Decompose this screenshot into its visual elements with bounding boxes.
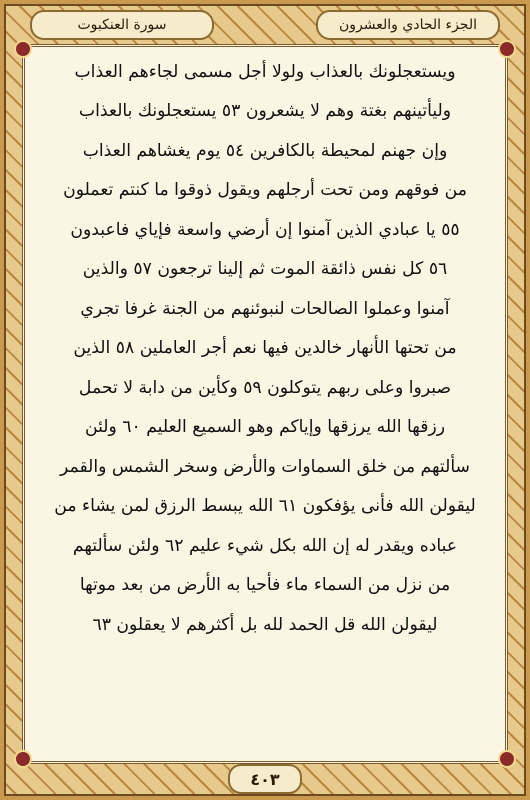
text-line — [28, 210, 502, 250]
text-line-content: ٥٥ يا عبادي الذين آمنوا إن أرضي واسعة فإياي فاعبدون — [70, 219, 460, 240]
text-line — [28, 368, 502, 408]
text-line-content: سألتهم من خلق السماوات والأرض وسخر الشمس والقمر — [60, 456, 470, 477]
text-line — [28, 447, 502, 487]
text-line — [28, 526, 502, 566]
text-line-content: من تحتها الأنهار خالدين فيها نعم أجر العاملين ٥٨ الذين — [73, 338, 457, 359]
corner-ornament-icon — [498, 750, 516, 768]
text-line-content: وليأتينهم بغتة وهم لا يشعرون ٥٣ يستعجلونك بالعذاب — [78, 101, 452, 122]
text-line — [28, 408, 502, 448]
text-line-content: ليقولن الله قل الحمد لله بل أكثرهم لا يعقلون ٦٣ — [92, 614, 438, 635]
surah-label: سورة العنكبوت — [30, 10, 214, 40]
text-line-content: رزقها الله يرزقها وإياكم وهو السميع العليم ٦٠ ولئن — [84, 417, 446, 438]
text-line — [28, 329, 502, 369]
corner-ornament-icon — [14, 750, 32, 768]
text-line — [28, 92, 502, 132]
text-line-content: عباده ويقدر له إن الله بكل شيء عليم ٦٢ ولئن سألتهم — [72, 535, 458, 556]
text-line — [28, 131, 502, 171]
text-line-content: وإن جهنم لمحيطة بالكافرين ٥٤ يوم يغشاهم العذاب — [82, 140, 448, 161]
text-line-content: ليقولن الله فأنى يؤفكون ٦١ الله يبسط الرزق لمن يشاء من — [54, 496, 476, 517]
juz-label: الجزء الحادي والعشرون — [316, 10, 500, 40]
text-line-content: من نزل من السماء ماء فأحيا به الأرض من بعد موتها — [79, 575, 451, 596]
page-header — [14, 6, 516, 40]
text-line-content: من فوقهم ومن تحت أرجلهم ويقول ذوقوا ما كنتم تعملون — [63, 180, 467, 201]
text-line — [28, 566, 502, 606]
page-number: ٤٠٣ — [228, 764, 302, 794]
text-line — [28, 605, 502, 645]
text-line — [28, 52, 502, 92]
corner-ornament-icon — [14, 40, 32, 58]
corner-ornament-icon — [498, 40, 516, 58]
text-line-content: ويستعجلونك بالعذاب ولولا أجل مسمى لجاءهم العذاب — [74, 61, 456, 82]
text-line — [28, 289, 502, 329]
text-line — [28, 250, 502, 290]
text-line — [28, 171, 502, 211]
text-line-content: ٥٦ كل نفس ذائقة الموت ثم إلينا ترجعون ٥٧ والذين — [82, 259, 448, 280]
text-line — [28, 487, 502, 527]
text-line-content: صبروا وعلى ربهم يتوكلون ٥٩ وكأين من دابة لا تحمل — [78, 377, 452, 398]
text-line-content: آمنوا وعملوا الصالحات لنبوئنهم من الجنة غرفا تجري — [80, 298, 450, 319]
quran-text — [28, 52, 502, 756]
